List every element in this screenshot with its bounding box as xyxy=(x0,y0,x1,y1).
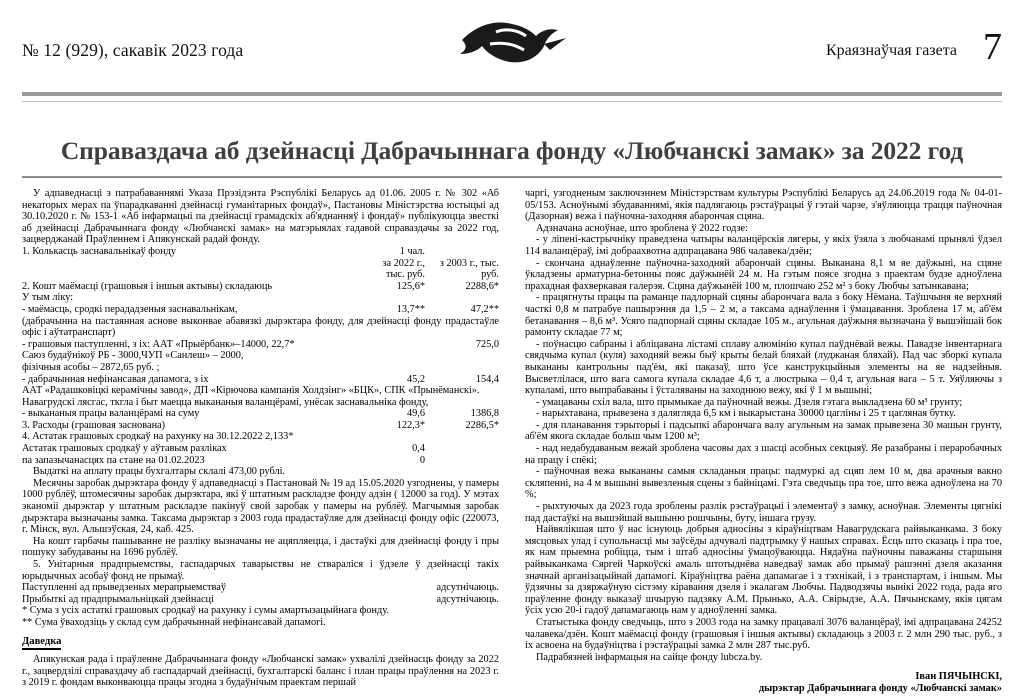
row-value: 125,6* xyxy=(396,280,425,292)
row-value: 122,3* xyxy=(396,419,425,431)
footnote: ** Сума ўваходзіць у склад сум дабрачыннай нефінансавай дапамогі. xyxy=(22,616,326,628)
row-label: Паступленні ад прыведзеных мерапрыемстваў xyxy=(22,582,226,594)
row-label: 2. Кошт маёмасці (грашовыя і іншыя актывы) складаюць xyxy=(22,280,273,292)
table-header-row xyxy=(22,258,499,281)
rule-thin xyxy=(22,101,1002,102)
paragraph: фізічныя асобы – 2872,65 руб. ; xyxy=(22,361,160,373)
paragraph: 4. Астатак грашовых сродкаў на рахунку на 30.12.2022 2,133* xyxy=(22,431,294,443)
row-label: - дабрачынная нефінансавая дапамога, з іх xyxy=(22,373,209,385)
row-value: 0 xyxy=(419,454,425,466)
signature-block xyxy=(525,671,1002,695)
paragraph: Статыстыка фонду сведчыць, што з 2003 года на замку працавалі 3076 валанцёраў, імі адпрацавана 24252 чалавека/дзён. Кошт маёмасці фонду (грашовыя і іншыя актывы) складаюць з 2003 г. 2 млн 290 тыс. руб., з іх асвоена на будаўніцтва і рэстаўрацыі замка 2 млн 287 тыс.руб. xyxy=(525,616,1002,652)
table-row xyxy=(22,374,499,386)
paragraph: - паўночная вежа выкананы самыя складаныя працы: падмуркі ад сцяп лем 10 м, два арачныя вакно скляпенні, на 4 м вышыні вывезленыя сцены з байніцамі. Гэта сведчыць пра тое, што вежа адноўлена на 70 %; xyxy=(525,466,1002,501)
paragraph: У тым ліку: xyxy=(22,292,74,304)
paragraph: - працягнуты працы па раманце падлорнай сцяны абарончага вала з боку Нёмана. Таўшчыня яе верхняй часткі 0,8 м патрабуе пашырэння да 1,5 – 2 м, а таксама аднаўлення і ўмацавання. Зроблена 17 м, аб'ём бетанавання – 8,6 м³. Усяго падпорнай сцяны складае 105 м., агульная даўжыня вызначана ў вышэйшай бок рамонту складае 77 м; xyxy=(525,292,1002,339)
row-value: 1 чал. xyxy=(399,245,425,257)
table-row xyxy=(22,304,499,316)
row-label: - маёмасць, сродкі перададзеныя заснавальнікам, xyxy=(22,303,238,315)
page-title: Справаздача аб дзейнасці Дабрачыннага фонду «Любчанскі замак» за 2022 год xyxy=(60,136,964,165)
masthead-right xyxy=(826,26,1002,66)
masthead-rules xyxy=(22,92,1002,110)
table-row xyxy=(22,339,499,351)
table-row xyxy=(22,582,499,594)
col-header-2022: за 2022 г., тыс. руб. xyxy=(382,257,425,281)
row-value: адсутнічаюць. xyxy=(436,593,499,605)
paragraph: У адпаведнасці з патрабаваннямі Указа Прэзідэнта Рэспублікі Беларусь ад 01.06. 2005 г. № 302 «Аб некаторых мерах па ўпарадкаванні дзейнасці гуманітарных фондаў», Пастановы Міністэрства юстыцыі ад 30.10.2020 г. № 153-1 «Аб інфармацыі па дзейнасці грамадскіх аб'яднанняў і фондаў» публікуюцца звесткі аб дзейнасці Дабрачыннага фонду «Любчанскі замак» на матэрыялах гадавой справаздачы за 2022 год, зацверджанай Праўленнем і Апякунскай радай фонду. xyxy=(22,188,499,246)
row-label: 3. Расходы (грашовая заснована) xyxy=(22,419,166,431)
headline-block xyxy=(22,136,1002,178)
footnote: * Сума з усіх астаткі грашовых сродкаў на рахунку і сумы амартызацыйнага фонду. xyxy=(22,605,389,617)
paragraph: Найвялікшая што ў нас існуюць добрыя адносіны з кіраўніцтвам Навагрудскага райвыканкама. З боку мясцовых улад і супольнасці мы заўсёды адчувалі падтрымку ў нашых справах. Ёсць што сказаць і пра тое, як нам прыемна робіцца, тым і штаб адносіны ўмацоўваюцца. Нядаўна паўночны паважаны старшыня райвыканкама Сяргей Чаркоўскі амаль штотыднёва наведваў замак або прымаў рашэнні дзеля аказання значнай арганізацыйнай дапамогі. Кіраўніцтва раёна дапамагае і з тэхнікай, і з транспартам, і іншым. Мы ўдзячны за дзяржаўную сістэму кіравання дзеля і экалагам Любчы. Падводзячы вынікі 2022 года, рада яго праўленне фонду выказаў шчырую падзяку А.М. Прынько, А.А. Свірыдзе, А.А. Пячынскаму, якія цягам ўсіх усю 20-і гадоў дапамагаюць нам у адноўленні замка. xyxy=(525,524,1002,617)
paragraph: Апякунская рада і праўленне Дабрачыннага фонду «Любчанскі замак» ухвалілі дзейнасць фонду за 2022 г., зацвердзілі справаздачу аб гаспадарчай дзейнасці, бухгалтарскі баланс і план працы праўлення на 2023 г. з 2019 г. фондам выконваюцца працы згодна з будаўнічым праектам першай xyxy=(22,654,499,689)
section-heading-dovedka: Даведка xyxy=(22,636,61,651)
headline-rule xyxy=(22,176,1002,178)
row-value: 0,4 xyxy=(412,443,425,455)
table-row xyxy=(22,443,499,455)
row-value: 2288,6* xyxy=(465,280,499,292)
rule-thick xyxy=(22,92,1002,96)
paper-name: Краязнаўчая газета xyxy=(826,42,957,59)
bird-logo-icon xyxy=(452,14,572,68)
table-row xyxy=(22,594,499,606)
row-value: адсутнічаюць. xyxy=(436,582,499,594)
paragraph: ААТ «Радашковіцкі керамічны завод», ДП «Кірючова кампанія Холдзінг» «БЦК», СПК «Прынёманскі». xyxy=(22,385,480,397)
row-label: 1. Колькасць заснавальнікаў фонду xyxy=(22,245,177,257)
row-value: 49,6 xyxy=(406,408,425,420)
article-columns xyxy=(22,188,1002,695)
issue-line: № 12 (929), сакавік 2023 года xyxy=(22,40,244,60)
paragraph: - для планавання тэрыторыі і падсыпкі абарончага валу агульным на замак прывезена 30 машын грунту, аб'ём якога складае больш чым 1200 м³; xyxy=(525,419,1002,443)
signature-role: дырэктар Дабрачыннага фонду «Любчанскі замак» xyxy=(758,683,1002,695)
row-value: 45,2 xyxy=(406,373,425,385)
left-column xyxy=(22,188,499,695)
row-value: 1386,8 xyxy=(470,408,499,420)
row-value: 2286,5* xyxy=(465,419,499,431)
paragraph: - нарыхтавана, прывезена з далягляда 6,5 км і выкарыстана 30000 цагліны і 25 т цагляная бутку. xyxy=(536,408,956,420)
table-row xyxy=(22,246,499,258)
signature-name: Іван ПЯЧЫНСКІ, xyxy=(915,671,1002,683)
paragraph: Навагрудскі лясгас, ткгла і быт маецца выкананыя валанцёрамі, унёсак заснавальніка фонду, xyxy=(22,396,429,408)
right-column xyxy=(525,188,1002,695)
row-label: - грашовыя паступленні, з іх: ААТ «Прыёрбанк»–14000, 22,7* xyxy=(22,338,295,350)
row-value: 47,2** xyxy=(470,303,499,315)
paragraph: Месячны заробак дырэктара фонду ў адпаведнасці з Пастановай № 19 ад 15.05.2020 узгоднены, у памеры 1000 рублёў, штомесячны заробак дырэктара, які ў штатным раскладзе фонду адзін ( 12000 за год). У мэтах эканоміі дырэктар у штатным раскладзе пакінуў свой заробак у памеры на рублёў. Магчымыя заробак дырэктара вызначаны замка. Таксама дырэктар з 2003 года прадастаўляе для дзейнасці фонду офіс (220073, г. Мінск, вул. Альшэўская, 24, каб. 425. xyxy=(22,477,499,536)
page-number: 7 xyxy=(983,26,1002,68)
paragraph: Адзначана асноўнае, што зроблена ў 2022 годзе: xyxy=(536,222,748,234)
paragraph: - умацаваны схіл вала, што прымыкае да паўночнай вежы. Дзеля гэтага выкладзена 60 м³ грунту; xyxy=(536,396,963,408)
paragraph: - поўнасцю сабраны і абліцавана лістамі сплаву алюмінію купал паўднёвай вежы. Павадзе інвентарнага свядчыма купал (куля) заходняй вежы быў крыты белай бляхай (луджаная бляхай). Пад час зборкі купала выкананы кантрольны пад'ём, які паказаў, што ўсе канструкцыйныя элементы на яе надзейныя. Высветлілася, што вага самога купала складае 4,6 т, а люстрыка – 0,4 т, агульная вага – 5 т. Уяўляючы з купаламі, што выпрабаваны і ўсталяваны на заходнюю вежу, які ў 1 м вышыні; xyxy=(525,338,1002,397)
table-row xyxy=(22,408,499,420)
paragraph: (дабрачынна на пастаянная аснове выконвае абавязкі дырэктара фонду, для дзейнасці фонду прадастаўле офіс і аўтатранспарт) xyxy=(22,315,499,339)
paragraph: Падрабязней інфармацыя на сайце фонду lubcza.by. xyxy=(536,651,763,663)
paragraph: - рыхтуючых да 2023 года зроблены разлік рэстаўрацыі і элементаў з замку, асноўная. Элементы цягнікі пад дастаўкі на вышэйшай вышыню рошчыны, буту, іншага грузу. xyxy=(525,501,1002,524)
paragraph: Саюз будаўнікоў РБ - 3000,ЧУП «Санлеш» – 2000, xyxy=(22,350,244,362)
row-label: - выкананыя працы валанцёрамі на суму xyxy=(22,408,200,420)
table-row xyxy=(22,281,499,293)
row-value: 725,0 xyxy=(475,338,499,350)
row-label: Прыбыткі ад прадпрымальніцкай дзейнасці xyxy=(22,593,214,605)
paragraph: - скончана аднаўленне паўночна-заходняй абарончай сцяны. Выканана 8,1 м яе даўжыні, на сцяне ўкладзены арматурна-бетонны пояс даўжынёй 24 м. На гэтым поясе згодна з праектам будзе адноўлена прахадная фахверкавая галерэя. Сцяна даўжынёй 100 м, плошчаю 252 м² з боку Любчы затынкавана; xyxy=(525,257,1002,292)
paragraph: чаргі, узгодненым заключэннем Міністэрствам культуры Рэспублікі Беларусь ад 24.06.2019 года № 04-01-05/153. Асноўнымі збудаваннямі, якія падлягаюць рэстаўрацыі ў гэтай чарзе, з'яўляюцца трацця паўночная (Дазорная) вежа і паўночна-заходняя абарончая сцяна. xyxy=(525,188,1002,223)
col-header-2003: з 2003 г., тыс. руб. xyxy=(439,257,499,281)
row-value: 154,4 xyxy=(475,373,499,385)
row-value: 13,7** xyxy=(396,303,425,315)
masthead xyxy=(22,0,1002,88)
row-label: Астатак грашовых сродкаў у аўтавым разліках xyxy=(22,443,227,455)
paragraph: Выдаткі на аплату працы бухгалтары склалі 473,00 рублі. xyxy=(33,466,286,478)
paragraph: На кошт гарбачы пашыванне не разліку вызначаны не ацяпляецца, і дастаўкі для дзейнасці фонду і пры пошуку забудаваны на 1696 рублёў. xyxy=(22,535,499,559)
paragraph: 5. Унітарныя прадпрыемствы, гаспадарчых таварыствы не ствараліся і ўдзеле ў дзейнасці такіх юрыдычных асобаў фонд не прымаў. xyxy=(22,559,499,582)
row-label: па запазычанасцях па стане на 01.02.2023 xyxy=(22,454,205,466)
paragraph: - над недабудаваным вежай зроблена часовы дах з шасці асобных секцыяў. Яе разабраны і пераробачных на працу і спёкі; xyxy=(525,443,1002,466)
table-row xyxy=(22,455,499,467)
paragraph: - у ліпені-кастрычніку праведзена чатыры валанцёрскія лягеры, у якіх ўзяла з любчанамі прынялі ўдзел 114 валанцёраў, імі добраахвотна адпрацавана 986 чалавека/дзён; xyxy=(525,234,1002,257)
table-row xyxy=(22,420,499,432)
